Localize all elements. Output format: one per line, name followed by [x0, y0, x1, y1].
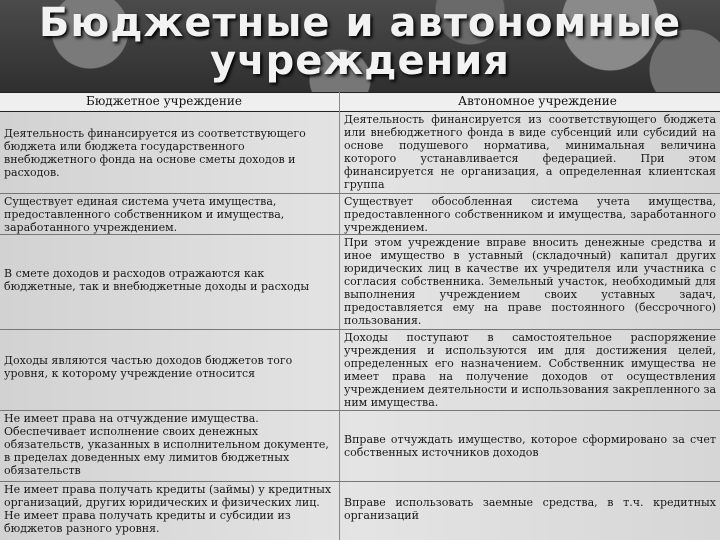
table-cell-budget: В смете доходов и расходов отражаются как бюджетные, так и внебюджетные доходы и расходы — [4, 267, 310, 293]
table-row — [0, 482, 720, 540]
column-header-autonomous: Автономное учреждение — [458, 94, 617, 108]
comparison-table — [0, 92, 720, 540]
table-cell-budget: Не имеет права на отчуждение имущества. Обеспечивает исполнение своих денежных обязательств, указанных в исполнительном документе, в пределах доведенных ему лимитов бюджетных обязательств — [4, 412, 329, 477]
table-row — [0, 411, 720, 482]
page-title-line-2: учреждения — [210, 38, 510, 84]
table-row — [0, 194, 720, 235]
page-title-line-1: Бюджетные и автономные — [38, 0, 682, 46]
table-row — [0, 235, 720, 330]
table-cell-budget: Существует единая система учета имущества, предоставленного собственником и имущества, заработанного учреждением. — [4, 195, 285, 234]
title-banner — [0, 0, 720, 92]
table-row — [0, 111, 720, 194]
table-cell-budget: Не имеет права получать кредиты (займы) у кредитных организаций, других юридических и физических лиц. Не имеет права получать кредиты и субсидии из бюджетов разного уровня. — [4, 483, 332, 535]
table-cell-autonomous: Деятельность финансируется из соответствующего бюджета или внебюджетного фонда в виде субсенций или субсидий на основе подушевого норматива, минимальная величина которого устанавливается федерацией. При этом финансируется не организация, а определенная клиентская группа — [344, 113, 716, 191]
table-header-row — [0, 92, 720, 112]
table-cell-autonomous: Вправе использовать заемные средства, в т.ч. кредитных организаций — [344, 496, 716, 522]
table-cell-autonomous: Доходы поступают в самостоятельное распоряжение учреждения и используются им для достижения целей, определенных его назначением. Собственник имущества не имеет права на получение доходов от осуществления учреждением деятельности и использования закрепленного за ним имущества. — [344, 331, 717, 409]
table-cell-budget: Доходы являются частью доходов бюджетов того уровня, к которому учреждение относится — [4, 354, 293, 380]
page-title — [0, 0, 720, 84]
table-row — [0, 330, 720, 411]
table-cell-budget: Деятельность финансируется из соответствующего бюджета или бюджета государственного внебюджетного фонда на основе сметы доходов и расходов. — [4, 127, 306, 179]
table-cell-autonomous: Вправе отчуждать имущество, которое сформировано за счет собственных источников доходов — [344, 433, 716, 459]
column-header-budget: Бюджетное учреждение — [86, 94, 242, 108]
table-cell-autonomous: Существует обособленная система учета имущества, предоставленного собственником и имущества, заработанного учреждением. — [344, 195, 716, 234]
table-cell-autonomous: При этом учреждение вправе вносить денежные средства и иное имущество в уставный (складочный) капитал других юридических лиц в качестве их учредителя или участника с согласия собственника. Земельный участок, необходимый для выполнения учреждением своих уставных задач, предоставляется ему на праве постоянного (бессрочного) пользования. — [344, 236, 716, 327]
